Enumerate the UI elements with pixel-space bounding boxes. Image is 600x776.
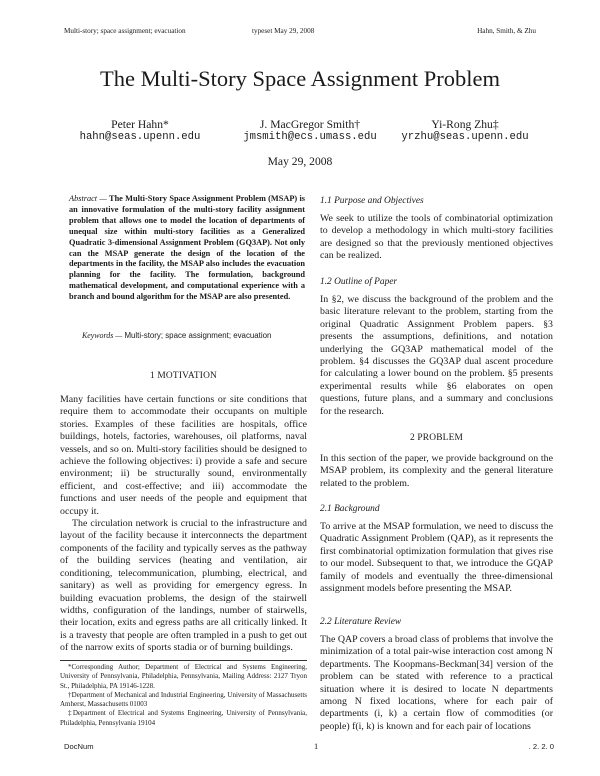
keywords bbox=[82, 331, 307, 340]
subsection-heading-background: 2.1 Background bbox=[320, 504, 380, 514]
subsection-heading-outline: 1.2 Outline of Paper bbox=[320, 277, 398, 287]
author-email: hahn@seas.upenn.edu bbox=[79, 131, 201, 143]
author-email: yrzhu@seas.upenn.edu bbox=[401, 131, 529, 143]
author-block-1 bbox=[60, 118, 220, 143]
keywords-label: Keywords — bbox=[82, 331, 123, 340]
running-header-left: Multi-story; space assignment; evacuation bbox=[64, 27, 186, 35]
author-name: Peter Hahn* bbox=[111, 118, 169, 131]
abstract-text: The Multi-Story Space Assignment Problem (MSAP) is an innovative formulation of the multi-story facility assignment problem that allows one to model the location of departments of unequal size within multi-story facilities as a Generalized Quadratic 3-dimensional Assignment Problem (GQ3AP). Not only can the MSAP generate the design of the location of the departments in the facility, the MSAP also includes the evacuation planning for the facility. The formulation, background mathematical development, and computational experience with a branch and bound algorithm for the MSAP are also presented. bbox=[69, 194, 305, 302]
abstract bbox=[69, 194, 305, 303]
problem-text: In this section of the paper, we provide background on the MSAP problem, its complexity and the general literature related to the problem. bbox=[320, 453, 553, 489]
subsection-heading-purpose: 1.1 Purpose and Objectives bbox=[320, 196, 424, 206]
literature-text: The QAP covers a broad class of problems that involve the minimization of a total pair-wise interaction cost among N departments. The Koopmans-Beckman[34] version of the problem can be stated with reference to a practical situation where it is desired to locate N departments among N fixed locations, where for each pair of departments (i, k) a certain flow of commodities (or people) f(i, k) is known and for each pair of locations bbox=[320, 634, 553, 732]
running-header-right: Hahn, Smith, & Zhu bbox=[477, 27, 536, 35]
author-name: J. MacGregor Smith† bbox=[259, 118, 361, 131]
footnote-2: †Department of Mechanical and Industrial Engineering, University of Massachusetts Amherst, Massachusetts 01003 bbox=[60, 690, 307, 709]
abstract-label: Abstract — bbox=[69, 194, 107, 203]
paper-date: May 29, 2008 bbox=[267, 155, 333, 168]
page-number: 1 bbox=[314, 742, 319, 751]
footer-left: DocNum bbox=[64, 742, 94, 751]
keywords-text: Multi-story; space assignment; evacuation bbox=[124, 331, 272, 340]
subsection-heading-literature: 2.2 Literature Review bbox=[320, 617, 402, 627]
footnotes bbox=[60, 663, 307, 728]
footer-right: . 2. 2. 0 bbox=[528, 742, 554, 751]
author-name: Yi-Rong Zhu‡ bbox=[431, 118, 499, 131]
paragraph: Many facilities have certain functions or site conditions that require them to accommodate their occupants on multiple stories. Examples of these facilities are hospitals, office buildings, hotels, factories, warehouses, oil platforms, naval vessels, and so on. Multi-story facilities should be designed to achieve the following objectives: i) provide a safe and secure environment; ii) be structurally sound, environmentally efficient, and cost-effective; and iii) accommodate the functions and user needs of the people and equipment that occupy it. bbox=[60, 394, 307, 517]
author-email: jmsmith@ecs.umass.edu bbox=[243, 131, 377, 143]
section-heading-problem: 2 PROBLEM bbox=[409, 433, 464, 443]
author-block-3 bbox=[380, 118, 550, 143]
background-text: To arrive at the MSAP formulation, we need to discuss the Quadratic Assignment Problem (QAP), as it represents the first combinatorial optimization formulation that gives rise to our model. Subsequent to that, we introduce the GQAP family of models and eventually the three-dimensional assignment models before presenting the MSAP. bbox=[320, 521, 553, 595]
section-heading-motivation: 1 MOTIVATION bbox=[149, 371, 218, 381]
motivation-body bbox=[60, 394, 307, 655]
footnote-1: *Corresponding Author; Department of Electrical and Systems Engineering, University of Pennsylvania, Philadelphia, Pennsylvania, Mailing Address: 2127 Tryon St., Philadelphia, PA 19146-1228. bbox=[60, 663, 307, 690]
outline-text: In §2, we discuss the background of the problem and the basic literature relevant to the problem, starting from the original Quadratic Assignment Problem papers. §3 presents the assumptions, definitions, and notation underlying the GQ3AP mathematical model of the problem. §4 discusses the GQ3AP dual ascent procedure for calculating a lower bound on the problem. §5 presents experimental results while §6 elaborates on open questions, future plans, and a summary and conclusions for the research. bbox=[320, 294, 553, 417]
paper-title: The Multi-Story Space Assignment Problem bbox=[100, 66, 500, 91]
running-header-center: typeset May 29, 2008 bbox=[252, 27, 315, 35]
purpose-text: We seek to utilize the tools of combinatorial optimization to develop a methodology in which multi-story facilities are designed so that the previously mentioned objectives can be realized. bbox=[320, 213, 553, 262]
paragraph: The circulation network is crucial to the infrastructure and layout of the facility because it interconnects the department components of the facility and typically serves as the pathway of the building services (heating and ventilation, air conditioning, telecommunication, plumbing, electrical, and sanitary) as well as providing for emergency egress. In building evacuation problems, the design of the stairwell widths, configuration of the landings, number of stairwells, their location, exits and egress paths are all critically linked. It is a travesty that people are often trampled in a push to get out of the narrow exits of sports stadia or of burning buildings. bbox=[60, 518, 307, 654]
author-block-2 bbox=[220, 118, 400, 143]
footnote-rule bbox=[60, 660, 307, 661]
footnote-3: ‡Department of Electrical and Systems Engineering, University of Pennsylvania, Philadelphia, Pennsylvania 19104 bbox=[60, 709, 307, 727]
